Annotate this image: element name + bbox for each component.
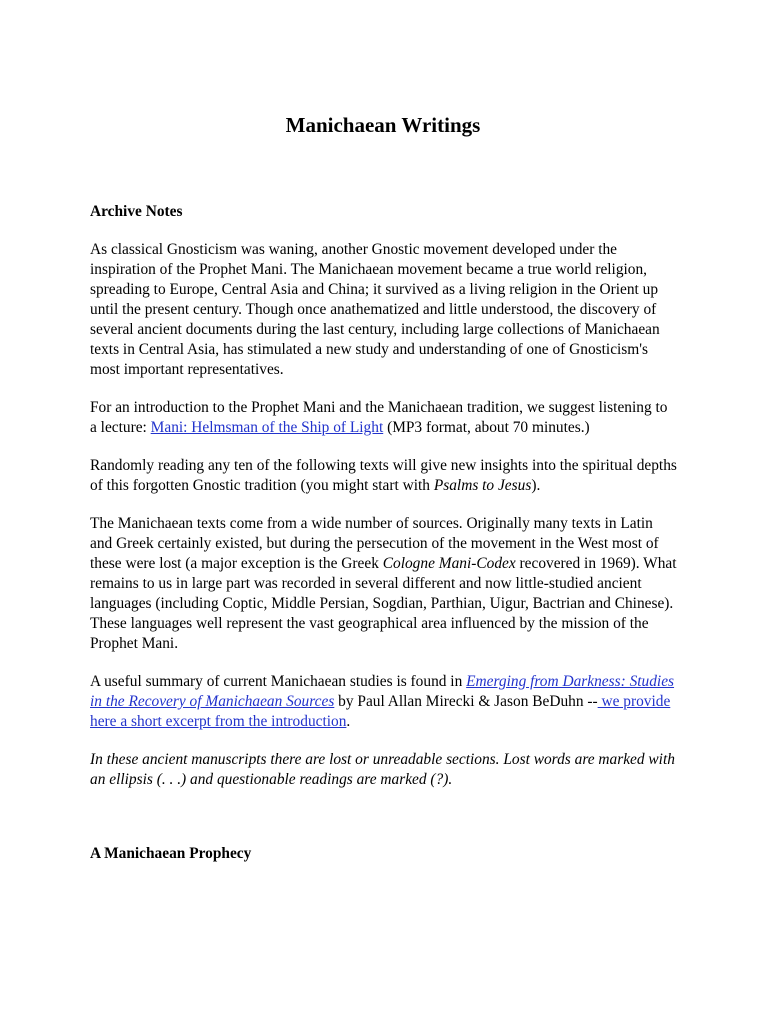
sources-paragraph [90,514,678,654]
sources-text-before: The Manichaean texts come from a wide number of sources. Originally many texts in Latin and Greek certainly existed, but during the persecution of the movement in the West most of these were lost (a major exception is the Greek [90,515,659,572]
document-body [90,112,678,864]
summary-text-middle: by Paul Allan Mirecki & Jason BeDuhn -- [334,693,598,710]
lecture-text-before: For an introduction to the Prophet Mani and the Manichaean tradition, we suggest listening to a lecture: [90,399,668,436]
prophecy-heading: A Manichaean Prophecy [90,845,252,862]
psalms-title: Psalms to Jesus [433,477,532,494]
intro-paragraph: As classical Gnosticism was waning, another Gnostic movement developed under the inspiration of the Prophet Mani. The Manichaean movement became a true world religion, spreading to Europe, Central Asia and China; it survived as a living religion in the Orient up until the present century. Though once anathematized and little understood, the discovery of several ancient documents during the last century, including large collections of Manichaean texts in Central Asia, has stimulated a new study and understanding of one of Gnosticism's most important representatives. [90,241,660,378]
summary-text-after: . [346,713,351,730]
lecture-text-after: (MP3 format, about 70 minutes.) [383,419,590,436]
lecture-link[interactable]: Mani: Helmsman of the Ship of Light [150,419,384,436]
page-title: Manichaean Writings [285,113,481,137]
lecture-paragraph [90,398,678,438]
reading-text-after: ). [531,477,541,494]
summary-paragraph [90,672,678,732]
manuscript-notice: In these ancient manuscripts there are lost or unreadable sections. Lost words are marked with an ellipsis (. . .) and questionable readings are marked (?). [90,751,675,788]
sources-text-after: recovered in 1969). What remains to us in large part was recorded in several different and now little-studied ancient languages (including Coptic, Middle Persian, Sogdian, Parthian, Uigur, Bactrian and Chinese). These languages well represent the vast geographical area influenced by the mission of the Prophet Mani. [90,555,677,652]
codex-title: Cologne Mani-Codex [382,555,516,572]
book-link[interactable]: Emerging from Darkness: Studies in the Recovery of Manichaean Sources [90,673,675,710]
excerpt-link[interactable]: we provide here a short excerpt from the introduction [90,693,671,730]
archive-notes-heading: Archive Notes [90,203,183,220]
summary-text-before: A useful summary of current Manichaean studies is found in [90,673,467,690]
reading-paragraph [90,456,678,496]
reading-text-before: Randomly reading any ten of the following texts will give new insights into the spiritual depths of this forgotten Gnostic tradition (you might start with [90,457,677,494]
